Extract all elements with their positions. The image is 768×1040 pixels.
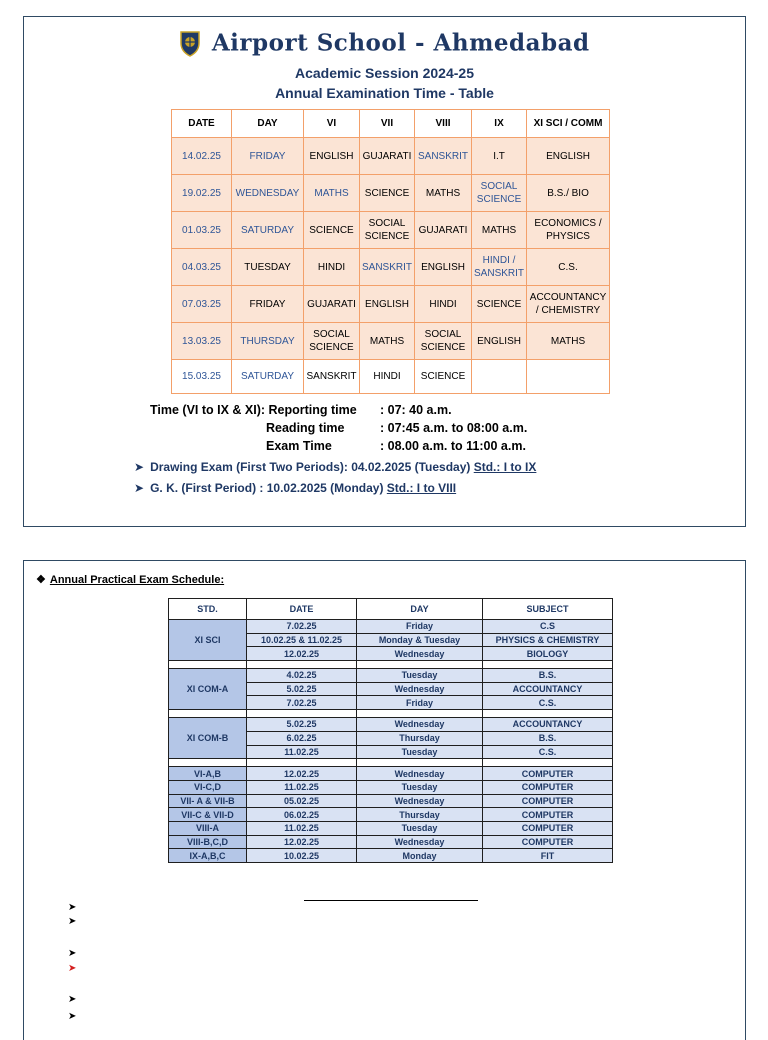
practical-cell: 11.02.25 [247,780,357,794]
spacer-cell [483,710,613,718]
timetable-row [172,360,610,394]
practical-cell: C.S. [483,745,613,759]
timetable-cell: 01.03.25 [172,212,232,249]
timetable-cell: HINDI [304,249,360,286]
timetable-header-cell: IX [472,110,527,138]
practical-row [169,669,613,683]
practical-cell: Tuesday [357,780,483,794]
practical-cell: Wednesday [357,794,483,808]
practical-cell: 5.02.25 [247,682,357,696]
practical-cell: Friday [357,620,483,634]
practical-cell: COMPUTER [483,808,613,822]
timetable-cell: ENGLISH [472,323,527,360]
practical-header-cell: SUBJECT [483,599,613,620]
practical-std-cell: VII-C & VII-D [169,808,247,822]
timetable-cell: SATURDAY [232,212,304,249]
practical-cell: Friday [357,696,483,710]
timetable-row [172,323,610,360]
timetable-cell: MATHS [472,212,527,249]
practical-cell: 7.02.25 [247,620,357,634]
timetable-cell [527,360,610,394]
spacer-cell [247,710,357,718]
practical-row [169,718,613,732]
practical-cell: FIT [483,849,613,863]
spacer-cell [169,661,247,669]
practical-row [169,808,613,822]
practical-schedule-table [168,598,613,863]
practical-cell: 05.02.25 [247,794,357,808]
timetable-header-cell: VIII [415,110,472,138]
practical-row [169,767,613,781]
reading-time-value: : 07:45 a.m. to 08:00 a.m. [380,421,528,435]
practical-cell: C.S. [483,696,613,710]
spacer-cell [247,759,357,767]
practical-cell: 10.02.25 [247,849,357,863]
practical-std-cell: VIII-A [169,821,247,835]
practical-cell: COMPUTER [483,835,613,849]
gk-exam-note [134,481,456,495]
diamond-bullet-icon: ❖ [36,574,46,586]
timetable-cell: ENGLISH [304,138,360,175]
practical-cell: 6.02.25 [247,731,357,745]
arrow-bullet-icon: ➤ [134,460,145,474]
timetable-cell: SOCIAL SCIENCE [472,175,527,212]
timetable-cell: ENGLISH [415,249,472,286]
timetable-cell: ENGLISH [527,138,610,175]
spacer-cell [169,710,247,718]
practical-std-cell: XI COM-B [169,718,247,759]
timetable-row [172,249,610,286]
practical-cell: B.S. [483,669,613,683]
timetable-cell: MATHS [304,175,360,212]
timetable-title: Annual Examination Time - Table [275,85,494,101]
timetable-cell: MATHS [415,175,472,212]
timetable-cell: MATHS [360,323,415,360]
practical-std-cell: VI-C,D [169,780,247,794]
timetable-cell: TUESDAY [232,249,304,286]
practical-cell: 06.02.25 [247,808,357,822]
practical-std-cell: XI SCI [169,620,247,661]
drawing-exam-text: Drawing Exam (First Two Periods): 04.02.2025 (Tuesday) [150,460,474,474]
practical-cell: Tuesday [357,745,483,759]
timetable-cell: ECONOMICS / PHYSICS [527,212,610,249]
practical-row [169,849,613,863]
timetable-cell: SCIENCE [415,360,472,394]
timetable-header-cell: DATE [172,110,232,138]
practical-cell: B.S. [483,731,613,745]
timetable-cell: I.T [472,138,527,175]
timetable-cell: THURSDAY [232,323,304,360]
practical-std-cell: IX-A,B,C [169,849,247,863]
timetable-cell: SCIENCE [472,286,527,323]
timetable-cell: SANSKRIT [415,138,472,175]
timetable-cell: SANSKRIT [304,360,360,394]
divider-line [304,900,478,901]
practical-cell: Wednesday [357,718,483,732]
practical-cell: Thursday [357,731,483,745]
practical-panel [23,560,746,1040]
practical-row [169,620,613,634]
spacer-cell [247,661,357,669]
drawing-exam-note [134,460,536,474]
practical-cell: Wednesday [357,767,483,781]
practical-row [169,794,613,808]
school-name: Airport School - Ahmedabad [211,29,590,57]
timetable-row [172,286,610,323]
practical-std-cell: VI-A,B [169,767,247,781]
timetable-cell: B.S./ BIO [527,175,610,212]
school-header [24,29,745,57]
timetable-cell: GUJARATI [304,286,360,323]
timetable-cell: HINDI / SANSKRIT [472,249,527,286]
spacer-cell [357,710,483,718]
practical-heading: ❖ Annual Practical Exam Schedule: [36,574,225,586]
practical-cell: C.S [483,620,613,634]
practical-cell: 11.02.25 [247,745,357,759]
timetable-cell: SCIENCE [304,212,360,249]
spacer-row [169,710,613,718]
arrow-bullet-icon: ➤ [68,1011,77,1022]
arrow-bullet-icon: ➤ [134,481,145,495]
timetable-cell: 13.03.25 [172,323,232,360]
practical-cell: COMPUTER [483,821,613,835]
practical-cell: ACCOUNTANCY [483,718,613,732]
timetable-row [172,175,610,212]
arrow-bullet-icon: ➤ [68,902,77,913]
practical-row [169,835,613,849]
timetable-cell: ACCOUNTANCY / CHEMISTRY [527,286,610,323]
timetable-header-cell: VI [304,110,360,138]
spacer-cell [169,759,247,767]
practical-cell: PHYSICS & CHEMISTRY [483,633,613,647]
timetable-header-cell: DAY [232,110,304,138]
timetable-header-cell: VII [360,110,415,138]
practical-cell: Wednesday [357,835,483,849]
practical-cell: Monday & Tuesday [357,633,483,647]
arrow-bullet-icon: ➤ [68,948,77,959]
spacer-cell [483,759,613,767]
timetable-cell: WEDNESDAY [232,175,304,212]
timetable-header-cell: XI SCI / COMM [527,110,610,138]
timetable-cell: SCIENCE [360,175,415,212]
timetable-cell: SANSKRIT [360,249,415,286]
practical-cell: 7.02.25 [247,696,357,710]
exam-time-label: Exam Time [266,439,332,453]
exam-time-value: : 08.00 a.m. to 11:00 a.m. [380,439,526,453]
spacer-cell [357,759,483,767]
timetable-cell: HINDI [415,286,472,323]
timetable-cell: SATURDAY [232,360,304,394]
practical-cell: Wednesday [357,647,483,661]
timetable-cell: GUJARATI [415,212,472,249]
practical-cell: BIOLOGY [483,647,613,661]
practical-cell: 12.02.25 [247,767,357,781]
practical-std-cell: VIII-B,C,D [169,835,247,849]
gk-exam-std: Std.: I to VIII [386,481,457,495]
practical-cell: 11.02.25 [247,821,357,835]
practical-cell: 12.02.25 [247,835,357,849]
practical-cell: Tuesday [357,669,483,683]
practical-cell: 5.02.25 [247,718,357,732]
reporting-time-value: : 07: 40 a.m. [380,403,452,417]
practical-cell: 12.02.25 [247,647,357,661]
session-title: Academic Session 2024-25 [295,65,474,81]
practical-cell: COMPUTER [483,780,613,794]
practical-row [169,780,613,794]
exam-timetable [171,109,610,394]
practical-row [169,821,613,835]
practical-cell: Wednesday [357,682,483,696]
school-crest-icon [179,29,201,57]
practical-cell: 10.02.25 & 11.02.25 [247,633,357,647]
timetable-row [172,138,610,175]
spacer-row [169,759,613,767]
timetable-cell: 04.03.25 [172,249,232,286]
practical-cell: Thursday [357,808,483,822]
timetable-cell: C.S. [527,249,610,286]
arrow-bullet-icon: ➤ [68,994,77,1005]
practical-cell: 4.02.25 [247,669,357,683]
drawing-exam-std: Std.: I to IX [473,460,537,474]
gk-exam-text: G. K. (First Period) : 10.02.2025 (Monday) [150,481,387,495]
timetable-cell: HINDI [360,360,415,394]
timetable-cell: 15.03.25 [172,360,232,394]
practical-cell: ACCOUNTANCY [483,682,613,696]
timetable-cell: MATHS [527,323,610,360]
timetable-cell: SOCIAL SCIENCE [360,212,415,249]
timetable-panel [23,16,746,527]
practical-std-cell: VII- A & VII-B [169,794,247,808]
practical-header-cell: DATE [247,599,357,620]
timetable-cell: FRIDAY [232,286,304,323]
spacer-cell [357,661,483,669]
timetable-cell: 14.02.25 [172,138,232,175]
timing-label: Time (VI to IX & XI): Reporting time [150,403,357,417]
timetable-cell: SOCIAL SCIENCE [304,323,360,360]
timetable-cell [472,360,527,394]
practical-cell: COMPUTER [483,794,613,808]
spacer-row [169,661,613,669]
reading-time-label: Reading time [266,421,345,435]
practical-header-cell: STD. [169,599,247,620]
timetable-row [172,212,610,249]
arrow-bullet-icon: ➤ [68,963,77,974]
timetable-cell: SOCIAL SCIENCE [415,323,472,360]
practical-cell: COMPUTER [483,767,613,781]
practical-header-cell: DAY [357,599,483,620]
practical-cell: Monday [357,849,483,863]
spacer-cell [483,661,613,669]
practical-cell: Tuesday [357,821,483,835]
timetable-cell: 07.03.25 [172,286,232,323]
timetable-cell: 19.02.25 [172,175,232,212]
timing-reporting [150,403,357,417]
timetable-cell: FRIDAY [232,138,304,175]
practical-std-cell: XI COM-A [169,669,247,710]
timetable-cell: GUJARATI [360,138,415,175]
timetable-cell: ENGLISH [360,286,415,323]
arrow-bullet-icon: ➤ [68,916,77,927]
